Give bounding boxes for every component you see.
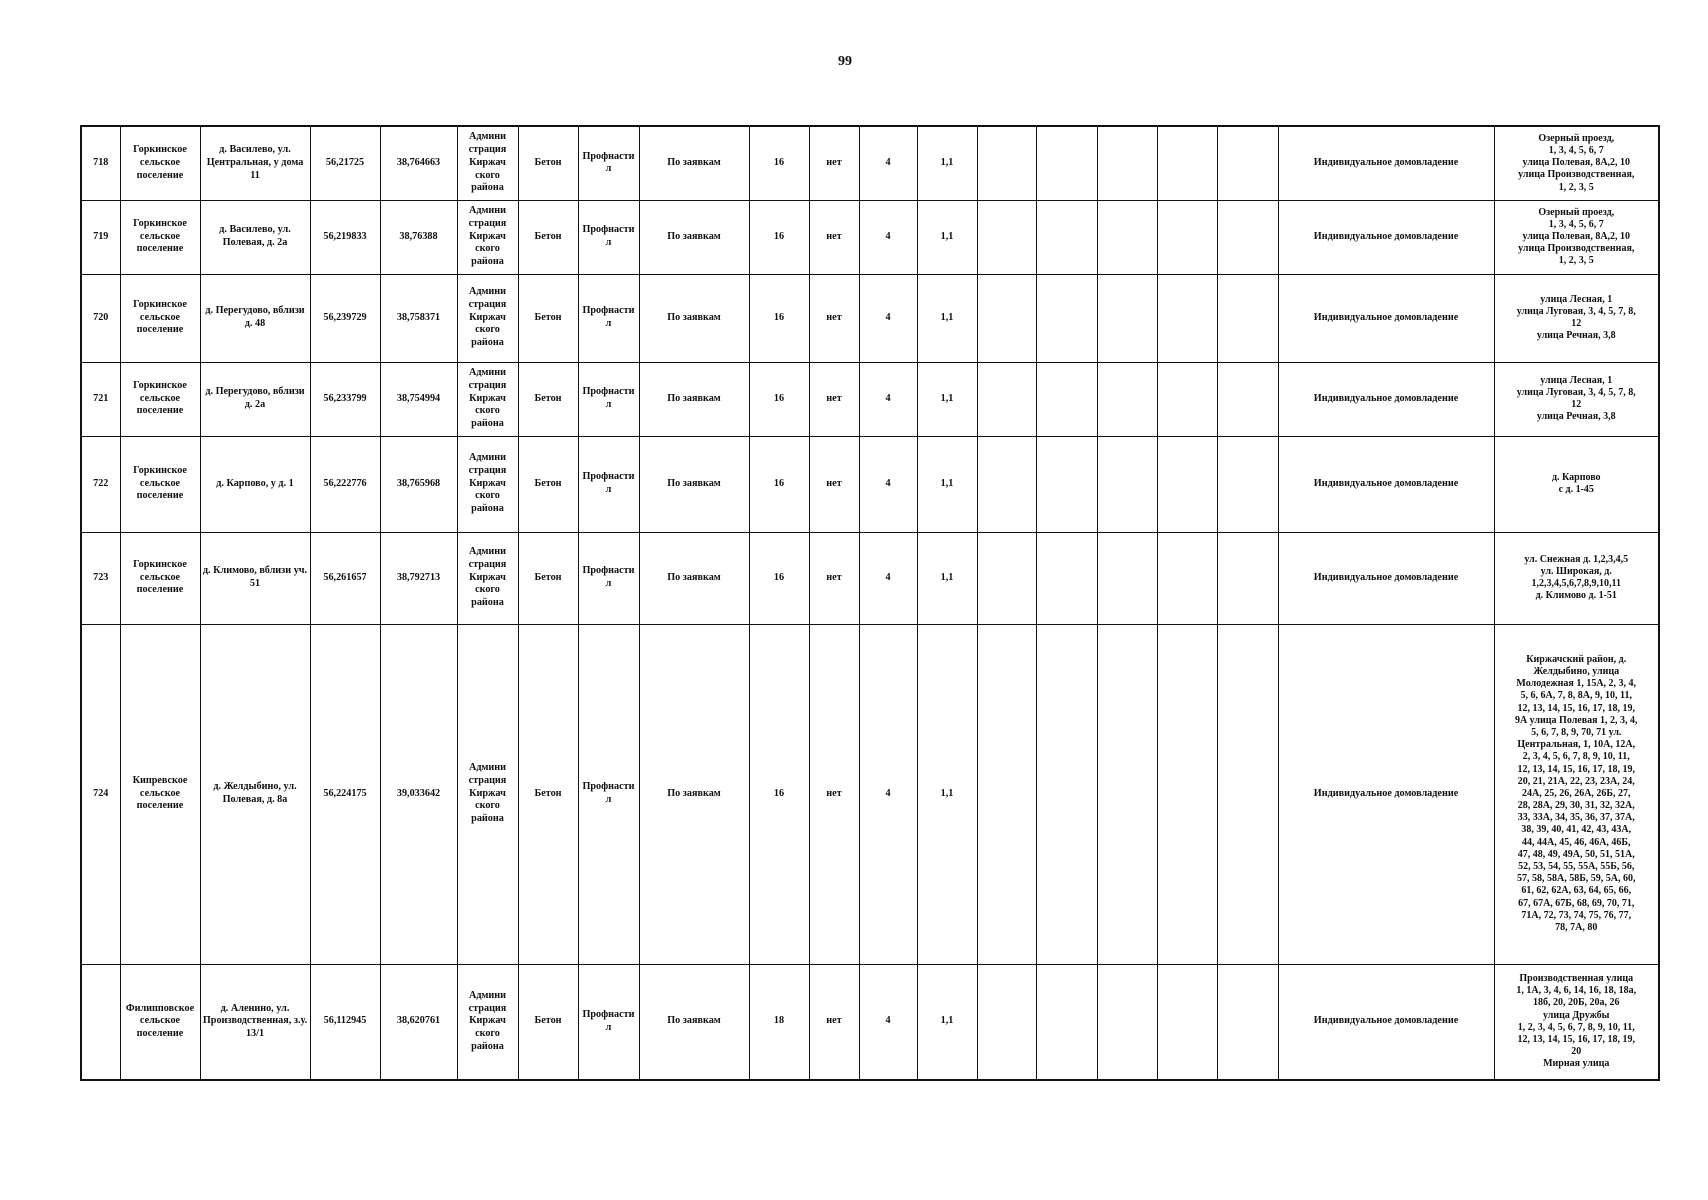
address-line: улица Производственная, <box>1518 243 1635 255</box>
served-addresses <box>1494 362 1659 436</box>
latitude: 56,222776 <box>310 436 380 532</box>
address-line: 12, 13, 14, 15, 16, 17, 18, 19, <box>1517 702 1635 714</box>
served-addresses <box>1494 436 1659 532</box>
owner-line: Киржач <box>469 230 506 242</box>
owner-line: Админи <box>468 989 507 1001</box>
empty-cell <box>977 532 1036 624</box>
owner-line: Админи <box>468 286 507 298</box>
canopy-flag: нет <box>809 532 859 624</box>
table-row <box>81 436 1659 532</box>
address-line: 1, 2, 3, 5 <box>1558 181 1594 193</box>
site-address: д. Аленино, ул. Производственная, з.у. 13/1 <box>200 964 310 1080</box>
empty-cell <box>1217 532 1278 624</box>
settlement-name: Филипповское сельское поселение <box>120 964 200 1080</box>
site-address: д. Перегудово, вблизи д. 2а <box>200 362 310 436</box>
address-line: улица Полевая, 8А,2, 10 <box>1522 157 1631 169</box>
empty-cell <box>977 126 1036 200</box>
address-line: 12 <box>1571 399 1582 410</box>
address-line: 5, 6, 7, 8, 9, 70, 71 ул. <box>1531 726 1622 738</box>
address-line: д. Карпово <box>1551 471 1601 483</box>
served-addresses <box>1494 126 1659 200</box>
longitude: 38,758371 <box>380 274 457 362</box>
surface-type: Бетон <box>518 532 578 624</box>
latitude: 56,112945 <box>310 964 380 1080</box>
empty-cell <box>1217 436 1278 532</box>
waste-sites-table <box>80 125 1660 1081</box>
collection-schedule: По заявкам <box>639 274 749 362</box>
empty-cell <box>1157 624 1217 964</box>
row-number: 722 <box>81 436 120 532</box>
owner-line: Киржач <box>469 571 506 583</box>
collection-schedule: По заявкам <box>639 200 749 274</box>
site-area: 16 <box>749 126 809 200</box>
fence-material: Профнастил <box>578 362 639 436</box>
owner-line: Киржач <box>469 477 506 489</box>
longitude: 38,754994 <box>380 362 457 436</box>
served-addresses <box>1494 964 1659 1080</box>
empty-cell <box>1217 126 1278 200</box>
longitude: 38,620761 <box>380 964 457 1080</box>
owner-line: района <box>471 503 504 515</box>
address-line: ул. Снежная д. 1,2,3,4,5 <box>1524 553 1629 565</box>
waste-source: Индивидуальное домовладение <box>1278 126 1494 200</box>
address-line: ул. Широкая, д. <box>1540 565 1612 577</box>
canopy-flag: нет <box>809 362 859 436</box>
site-address: д. Перегудово, вблизи д. 48 <box>200 274 310 362</box>
container-count: 4 <box>859 532 917 624</box>
address-line: 1, 3, 4, 5, 6, 7 <box>1548 144 1604 156</box>
served-addresses <box>1494 274 1659 362</box>
owner-line: Админи <box>468 367 507 379</box>
owner-line: страция <box>468 774 507 786</box>
waste-source: Индивидуальное домовладение <box>1278 362 1494 436</box>
address-line: 9А улица Полевая 1, 2, 3, 4, <box>1514 714 1638 726</box>
empty-cell <box>977 436 1036 532</box>
empty-cell <box>1217 624 1278 964</box>
owner-name <box>457 362 518 436</box>
address-line: 2, 3, 4, 5, 6, 7, 8, 9, 10, 11, <box>1522 751 1630 763</box>
address-line: 18б, 20, 20Б, 20а, 26 <box>1532 997 1620 1009</box>
waste-source: Индивидуальное домовладение <box>1278 532 1494 624</box>
empty-cell <box>1217 274 1278 362</box>
owner-line: Киржач <box>469 1015 506 1027</box>
empty-cell <box>1097 624 1157 964</box>
empty-cell <box>1097 362 1157 436</box>
fence-material: Профнастил <box>578 274 639 362</box>
latitude: 56,233799 <box>310 362 380 436</box>
address-line: 12, 13, 14, 15, 16, 17, 18, 19, <box>1517 1033 1635 1045</box>
surface-type: Бетон <box>518 362 578 436</box>
address-line: 1, 3, 4, 5, 6, 7 <box>1548 218 1604 230</box>
address-line: 52, 53, 54, 55, 55А, 55Б, 56, <box>1518 861 1635 873</box>
collection-schedule: По заявкам <box>639 362 749 436</box>
site-area: 18 <box>749 964 809 1080</box>
longitude: 38,792713 <box>380 532 457 624</box>
surface-type: Бетон <box>518 126 578 200</box>
page-number: 99 <box>838 54 852 69</box>
address-line: 28, 28А, 29, 30, 31, 32, 32А, <box>1517 800 1635 812</box>
owner-line: ского <box>475 584 500 596</box>
site-area: 16 <box>749 362 809 436</box>
address-line: улица Луговая, 3, 4, 5, 7, 8, <box>1516 386 1636 398</box>
empty-cell <box>1036 964 1097 1080</box>
owner-line: страция <box>468 144 507 156</box>
collection-schedule: По заявкам <box>639 126 749 200</box>
empty-cell <box>1157 200 1217 274</box>
empty-cell <box>1097 436 1157 532</box>
canopy-flag: нет <box>809 126 859 200</box>
waste-source: Индивидуальное домовладение <box>1278 624 1494 964</box>
collection-schedule: По заявкам <box>639 624 749 964</box>
owner-line: ского <box>475 405 500 417</box>
empty-cell <box>1157 274 1217 362</box>
empty-cell <box>977 200 1036 274</box>
container-count: 4 <box>859 274 917 362</box>
row-number: 723 <box>81 532 120 624</box>
collection-schedule: По заявкам <box>639 532 749 624</box>
empty-cell <box>1157 964 1217 1080</box>
longitude: 38,765968 <box>380 436 457 532</box>
address-line: 44, 44А, 45, 46, 46А, 46Б, <box>1521 836 1631 848</box>
served-addresses <box>1494 200 1659 274</box>
container-count: 4 <box>859 200 917 274</box>
address-line: 1, 2, 3, 5 <box>1558 255 1594 267</box>
empty-cell <box>1217 362 1278 436</box>
site-address: д. Василево, ул. Полевая, д. 2а <box>200 200 310 274</box>
empty-cell <box>1036 274 1097 362</box>
container-count: 4 <box>859 362 917 436</box>
address-line: 1,2,3,4,5,6,7,8,9,10,11 <box>1531 578 1621 589</box>
address-line: 57, 58, 58А, 58Б, 59, 5А, 60, <box>1516 873 1636 885</box>
site-address: д. Желдыбино, ул. Полевая, д. 8а <box>200 624 310 964</box>
site-area: 16 <box>749 274 809 362</box>
row-number: 719 <box>81 200 120 274</box>
container-volume: 1,1 <box>917 532 977 624</box>
served-addresses <box>1494 624 1659 964</box>
owner-line: Админи <box>468 762 507 774</box>
owner-line: района <box>471 256 504 268</box>
table-row <box>81 200 1659 274</box>
fence-material: Профнастил <box>578 964 639 1080</box>
owner-name <box>457 964 518 1080</box>
row-number: 724 <box>81 624 120 964</box>
fence-material: Профнастил <box>578 624 639 964</box>
address-line: улица Лесная, 1 <box>1540 374 1613 386</box>
surface-type: Бетон <box>518 964 578 1080</box>
settlement-name: Горкинское сельское поселение <box>120 436 200 532</box>
container-volume: 1,1 <box>917 624 977 964</box>
owner-line: страция <box>468 217 507 229</box>
owner-line: страция <box>468 464 507 476</box>
latitude: 56,21725 <box>310 126 380 200</box>
canopy-flag: нет <box>809 624 859 964</box>
empty-cell <box>1157 362 1217 436</box>
waste-source: Индивидуальное домовладение <box>1278 200 1494 274</box>
empty-cell <box>1036 126 1097 200</box>
address-line: 67, 67А, 67Б, 68, 69, 70, 71, <box>1518 897 1635 909</box>
site-address: д. Климово, вблизи уч. 51 <box>200 532 310 624</box>
waste-source: Индивидуальное домовладение <box>1278 274 1494 362</box>
empty-cell <box>1036 362 1097 436</box>
latitude: 56,224175 <box>310 624 380 964</box>
owner-line: ского <box>475 490 500 502</box>
address-line: 1, 1А, 3, 4, 6, 14, 16, 18, 18а, <box>1516 985 1637 997</box>
address-line: улица Дружбы <box>1543 1009 1610 1021</box>
owner-line: Админи <box>468 452 507 464</box>
empty-cell <box>977 964 1036 1080</box>
address-line: 1, 2, 3, 4, 5, 6, 7, 8, 9, 10, 11, <box>1517 1021 1635 1033</box>
address-line: с д. 1-45 <box>1558 484 1594 495</box>
owner-line: района <box>471 597 504 609</box>
empty-cell <box>1217 964 1278 1080</box>
served-addresses <box>1494 532 1659 624</box>
fence-material: Профнастил <box>578 200 639 274</box>
owner-line: ского <box>475 800 500 812</box>
settlement-name: Кипревское сельское поселение <box>120 624 200 964</box>
address-line: улица Луговая, 3, 4, 5, 7, 8, <box>1516 305 1636 317</box>
owner-name <box>457 436 518 532</box>
row-number: 720 <box>81 274 120 362</box>
settlement-name: Горкинское сельское поселение <box>120 362 200 436</box>
owner-name <box>457 274 518 362</box>
address-line: Киржачский район, д. <box>1526 653 1627 665</box>
waste-source: Индивидуальное домовладение <box>1278 964 1494 1080</box>
address-line: 38, 39, 40, 41, 42, 43, 43А, <box>1521 824 1632 836</box>
site-area: 16 <box>749 436 809 532</box>
row-number: 718 <box>81 126 120 200</box>
surface-type: Бетон <box>518 200 578 274</box>
latitude: 56,261657 <box>310 532 380 624</box>
longitude: 38,764663 <box>380 126 457 200</box>
owner-line: Киржач <box>469 392 506 404</box>
site-address: д. Василево, ул. Центральная, у дома 11 <box>200 126 310 200</box>
address-line: улица Производственная, <box>1518 169 1635 181</box>
site-area: 16 <box>749 200 809 274</box>
surface-type: Бетон <box>518 624 578 964</box>
owner-line: Киржач <box>469 311 506 323</box>
address-line: Мирная улица <box>1543 1058 1610 1070</box>
empty-cell <box>1097 532 1157 624</box>
address-line: 61, 62, 62А, 63, 64, 65, 66, <box>1521 885 1632 897</box>
empty-cell <box>1097 274 1157 362</box>
site-area: 16 <box>749 624 809 964</box>
address-line: Производственная улица <box>1519 973 1634 984</box>
container-volume: 1,1 <box>917 126 977 200</box>
address-line: 24А, 25, 26, 26А, 26Б, 27, <box>1521 787 1631 799</box>
owner-line: ского <box>475 243 500 255</box>
address-line: 33, 33А, 34, 35, 36, 37, 37А, <box>1517 812 1635 824</box>
owner-name <box>457 532 518 624</box>
owner-name <box>457 126 518 200</box>
address-line: Молодежная 1, 15А, 2, 3, 4, <box>1516 678 1637 690</box>
settlement-name: Горкинское сельское поселение <box>120 200 200 274</box>
owner-line: района <box>471 813 504 825</box>
container-volume: 1,1 <box>917 200 977 274</box>
address-line: 71А, 72, 73, 74, 75, 76, 77, <box>1521 909 1632 921</box>
owner-line: Киржач <box>469 156 506 168</box>
surface-type: Бетон <box>518 274 578 362</box>
owner-line: ского <box>475 1028 500 1040</box>
container-volume: 1,1 <box>917 964 977 1080</box>
owner-line: Админи <box>468 205 507 217</box>
address-line: 5, 6, 6А, 7, 8, 8А, 9, 10, 11, <box>1520 690 1632 702</box>
owner-line: района <box>471 1040 504 1052</box>
container-volume: 1,1 <box>917 274 977 362</box>
empty-cell <box>977 624 1036 964</box>
table-row <box>81 964 1659 1080</box>
address-line: 78, 7А, 80 <box>1555 921 1598 933</box>
empty-cell <box>1036 200 1097 274</box>
site-area: 16 <box>749 532 809 624</box>
container-count: 4 <box>859 964 917 1080</box>
settlement-name: Горкинское сельское поселение <box>120 126 200 200</box>
empty-cell <box>1157 436 1217 532</box>
table-row <box>81 274 1659 362</box>
owner-line: района <box>471 182 504 194</box>
canopy-flag: нет <box>809 274 859 362</box>
empty-cell <box>1217 200 1278 274</box>
latitude: 56,239729 <box>310 274 380 362</box>
table-row <box>81 362 1659 436</box>
owner-line: ского <box>475 324 500 336</box>
address-line: улица Речная, 3,8 <box>1536 411 1616 423</box>
empty-cell <box>1097 964 1157 1080</box>
owner-name <box>457 624 518 964</box>
address-line: Центральная, 1, 10А, 12А, <box>1517 739 1636 751</box>
address-line: улица Полевая, 8А,2, 10 <box>1522 230 1631 242</box>
collection-schedule: По заявкам <box>639 964 749 1080</box>
address-line: 20 <box>1571 1046 1582 1058</box>
latitude: 56,219833 <box>310 200 380 274</box>
owner-line: Админи <box>468 131 507 143</box>
canopy-flag: нет <box>809 964 859 1080</box>
address-line: Озерный проезд, <box>1538 206 1615 218</box>
row-number: 721 <box>81 362 120 436</box>
settlement-name: Горкинское сельское поселение <box>120 274 200 362</box>
container-count: 4 <box>859 126 917 200</box>
longitude: 38,76388 <box>380 200 457 274</box>
empty-cell <box>1036 532 1097 624</box>
table-row <box>81 532 1659 624</box>
empty-cell <box>1157 532 1217 624</box>
fence-material: Профнастил <box>578 126 639 200</box>
address-line: Озерный проезд, <box>1538 132 1615 144</box>
address-line: д. Климово д. 1-51 <box>1535 590 1617 602</box>
address-line: Желдыбино, улица <box>1533 666 1620 678</box>
owner-line: страция <box>468 298 507 310</box>
address-line: 47, 48, 49, 49А, 50, 51, 51А, <box>1517 848 1635 860</box>
empty-cell <box>1097 126 1157 200</box>
address-line: улица Речная, 3,8 <box>1536 330 1616 342</box>
collection-schedule: По заявкам <box>639 436 749 532</box>
site-address: д. Карпово, у д. 1 <box>200 436 310 532</box>
owner-line: страция <box>468 379 507 391</box>
address-line: 20, 21, 21А, 22, 23, 23А, 24, <box>1517 775 1635 787</box>
owner-line: района <box>471 418 504 430</box>
empty-cell <box>977 362 1036 436</box>
canopy-flag: нет <box>809 200 859 274</box>
owner-line: района <box>471 337 504 349</box>
canopy-flag: нет <box>809 436 859 532</box>
owner-line: страция <box>468 1002 507 1014</box>
owner-line: Киржач <box>469 787 506 799</box>
empty-cell <box>1097 200 1157 274</box>
address-line: 12, 13, 14, 15, 16, 17, 18, 19, <box>1517 763 1635 775</box>
waste-source: Индивидуальное домовладение <box>1278 436 1494 532</box>
owner-line: ского <box>475 169 500 181</box>
empty-cell <box>1036 624 1097 964</box>
address-line: 12 <box>1571 318 1582 329</box>
empty-cell <box>977 274 1036 362</box>
empty-cell <box>1036 436 1097 532</box>
fence-material: Профнастил <box>578 532 639 624</box>
owner-line: Админи <box>468 546 507 558</box>
empty-cell <box>1157 126 1217 200</box>
container-count: 4 <box>859 436 917 532</box>
container-volume: 1,1 <box>917 436 977 532</box>
table-row <box>81 126 1659 200</box>
surface-type: Бетон <box>518 436 578 532</box>
fence-material: Профнастил <box>578 436 639 532</box>
table-row <box>81 624 1659 964</box>
longitude: 39,033642 <box>380 624 457 964</box>
row-number <box>81 964 120 1080</box>
container-volume: 1,1 <box>917 362 977 436</box>
address-line: улица Лесная, 1 <box>1540 293 1613 305</box>
container-count: 4 <box>859 624 917 964</box>
owner-name <box>457 200 518 274</box>
owner-line: страция <box>468 558 507 570</box>
settlement-name: Горкинское сельское поселение <box>120 532 200 624</box>
